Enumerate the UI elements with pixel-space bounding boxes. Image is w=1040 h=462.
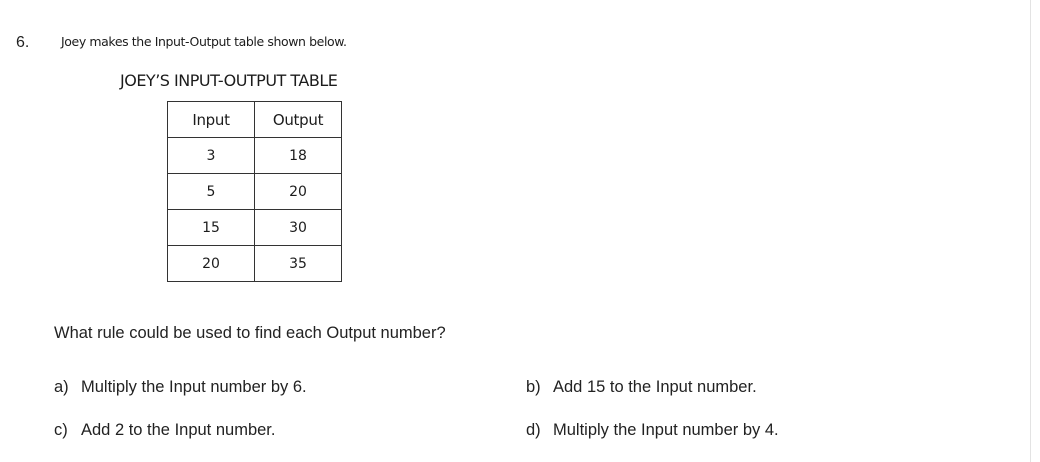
input-cell: 15 [168,210,255,246]
question-number: 6. [16,34,30,51]
choice-c[interactable] [54,421,275,440]
output-cell: 20 [255,174,342,210]
choice-letter: a) [54,378,69,396]
table-row [168,174,342,210]
choice-letter: b) [526,378,541,396]
choice-d[interactable] [526,421,779,440]
question-stem: Joey makes the Input-Output table shown below. [61,34,347,49]
output-cell: 35 [255,246,342,282]
header-input: Input [168,102,255,138]
input-cell: 3 [168,138,255,174]
table-row [168,210,342,246]
choice-letter: d) [526,421,541,439]
choice-text: Add 2 to the Input number. [81,421,276,439]
choice-letter: c) [54,421,68,439]
choice-text: Multiply the Input number by 4. [553,421,779,439]
choice-text: Multiply the Input number by 6. [81,378,307,396]
choice-b[interactable] [526,378,757,397]
table-header-row [168,102,342,138]
table-row [168,246,342,282]
header-output: Output [255,102,342,138]
page-edge-divider [1030,0,1031,462]
input-cell: 20 [168,246,255,282]
input-output-table [167,101,342,282]
table-row [168,138,342,174]
table-title: JOEY’S INPUT-OUTPUT TABLE [120,71,338,90]
choice-text: Add 15 to the Input number. [553,378,757,396]
output-cell: 30 [255,210,342,246]
output-cell: 18 [255,138,342,174]
input-cell: 5 [168,174,255,210]
choice-a[interactable] [54,378,307,397]
question-prompt: What rule could be used to find each Output number? [54,324,446,342]
